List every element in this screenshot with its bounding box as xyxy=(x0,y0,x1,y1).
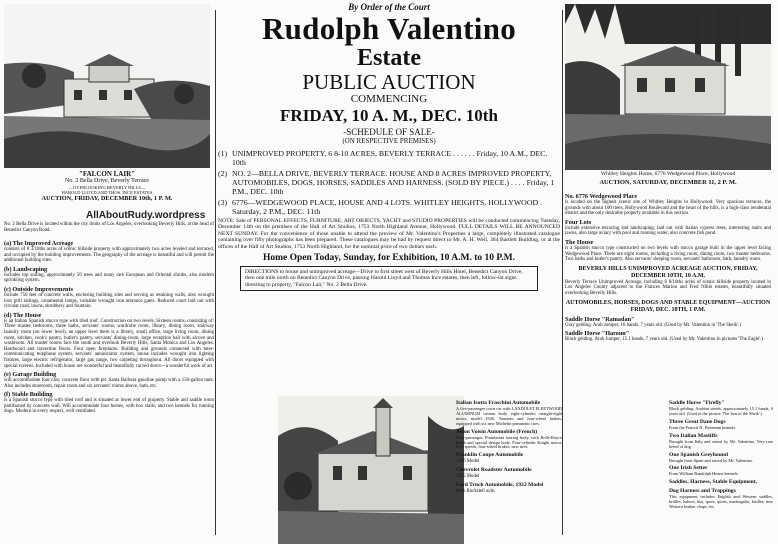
house-title: The House xyxy=(565,238,594,246)
whitley-auction-date: AUCTION, SATURDAY, DECEMBER 11, 2 P. M. xyxy=(599,179,737,186)
item-body: Brought from Italy and raised by Mr. Valentino. Very rare breed of dog. xyxy=(669,438,773,449)
item-body: Four-passenger, Pininfarina touring body, with Rolls-Royce finish and special design body. Four-cylinder Knight motor. Five speeds, four-wheel brakes, new tires. xyxy=(456,434,562,450)
home-open-banner: Home Open Today, Sunday, for Exhibition, 10 A.M. to 10 P.M. xyxy=(262,253,516,264)
column-divider xyxy=(562,10,563,535)
schedule-text: NO. 2—BELLA DRIVE, BEVERLY TERRACE. HOUSE AND 8 ACRES IMPROVED PROPERTY, AUTOMOBILES, DOGS, HORSES, SADDLES AND HARNESS. (SOLD BY PIECE.) . . . . Friday, 1 P.M., DEC. 10th xyxy=(232,169,555,196)
item-title: Avion Voisin Automobile (French) xyxy=(456,428,538,435)
bh-acreage-heading: BEVERLY HILLS UNIMPROVED ACREAGE AUCTION, FRIDAY, DECEMBER 10TH, 10 A.M. xyxy=(578,265,758,279)
schedule-num: (2) xyxy=(218,169,228,178)
item-body: Black gelding. Arabian steeds, approximately 15.1 hands, 6 years old. (Used in the picture 'The Son of the Sheik'.) xyxy=(669,406,773,416)
section-body: is an Italian Spanish stucco type with tiled roof. Construction on two levels. Sixteen rooms, consisting of: Three master bedrooms, three baths, servants' rooms, wardrobe room, library, dining room, stairway laundry room (on lower level), an upper level there is a library, small office, large living room, dining room, kitchen, cook's pantry, butler's pantry, servants' dining-room, large reception hall with alcove and washroom. All master rooms face the south and overlook Beverly Hills, Santa Monica and Los Angeles. Hardwood and travertine floors. Four open fireplaces. Building and grounds connected with inter-communicating telephone system, servants' annunciator system, house includes wrought iron lighting fixtures, large electric refrigerator, large gas range, two carpeting throughout. All doors equipped with special screens. Included with house are wonderful and beautifully carved doors—a wonderful work of art. xyxy=(4,318,214,369)
item-body: A five-passenger town car with LANDOLET FLEETWOOD ALUMINUM custom body, eight-cylinder; straight-eight motor, model 1926. Tonneau and four-wheel brakes, equipped with six new Michelin pneumatic tires. xyxy=(456,406,562,426)
schedule-list xyxy=(218,149,560,216)
section-title: (b) Landscaping xyxy=(4,265,48,273)
item-body: With Ruckstell axle. xyxy=(456,488,496,494)
section-title: (f) Stable Building xyxy=(4,391,53,399)
section-title: (c) Outside Improvements xyxy=(4,285,73,293)
item-body: Brought from Spain and raised by Mr. Valentino. xyxy=(669,457,754,463)
whitley-details xyxy=(565,191,771,343)
wedgewood-photo-lower xyxy=(278,396,464,544)
item-body: This equipment includes English and Western saddles, bridles, halters, bits, spurs, quirts, martingales, bridles, new Western leather chaps, etc. xyxy=(669,494,773,510)
falcon-lair-auction-date: AUCTION, FRIDAY, DECEMBER 10th, 1 P. M. xyxy=(41,195,173,202)
falcon-lair-photo xyxy=(4,4,210,168)
wedgewood-body: is located on the highest scenic site of Whitley Heights in Hollywood. Very spacious terraces, the grounds with about 100 trees, Hollywood Boulevard and the heart of the hills, is a high-class residential district and the only desirable property available in this section. xyxy=(565,200,771,217)
right-column xyxy=(565,4,775,544)
commencing-label: COMMENCING xyxy=(350,93,428,105)
auction-date-headline: FRIDAY, 10 A. M., DEC. 10th xyxy=(280,106,498,125)
item-body: From the Francis N. Hoseman kennels. xyxy=(669,424,737,430)
schedule-heading: -SCHEDULE OF SALE- xyxy=(343,127,435,137)
falcon-lair-intro: No. 2 Bella Drive is located within the city limits of Los Angeles, overlooking Beverly Hills, at the head of Benedict Canyon Road. xyxy=(4,222,214,233)
schedule-text: UNIMPROVED PROPERTY, 6 8-10 ACRES, BEVERLY TERRACE . . . . . . Friday, 10 A.M., DEC. 10th xyxy=(232,149,548,167)
section-body: is a Spanish stucco type with tiled roof and is situated at lower end of property. Stable and saddle room partitioned by concrete wall. Will accommodate four horses, with box stalls, and two kennels for running dogs. Modern in every respect, well ventilated. xyxy=(4,398,214,415)
column-divider xyxy=(215,10,216,535)
schedule-text: 6776—WEDGEWOOD PLACE, HOUSE AND 4 LOTS. WHITLEY HEIGHTS, HOLLYWOOD . Saturday, 2 P.M., DEC. 11th xyxy=(232,198,542,216)
by-order-line: By Order of the Court xyxy=(348,2,430,12)
section-body: includes top soiling, approximately 50 trees and many rare European and Oriental shrubs, also modern sprinkling system. xyxy=(4,272,214,284)
item-title: One Irish Setter xyxy=(669,465,708,472)
autos-heading: AUTOMOBILES, HORSES, DOGS AND STABLE EQUIPMENT—AUCTION FRIDAY, DEC. 10TH, 1 P.M. xyxy=(565,299,771,313)
falcon-lair-caption: "FALCON LAIR" xyxy=(78,170,136,178)
item-body: 1926 Model xyxy=(456,459,480,465)
item-title: Saddle Horse "Haroun" xyxy=(565,330,630,338)
item-body: Black gelding. Arab Jumper, 15.1 hands, 7 years old. (Used by Mr. Valentino in pictures 'The Eagle'.) xyxy=(565,337,764,343)
item-body: From William Randolph Hearst kennels. xyxy=(669,471,739,477)
section-title: (e) Garage Building xyxy=(4,371,57,379)
automobiles-column xyxy=(456,398,562,544)
directions-text: DIRECTIONS to house and unimproved acreage—Drive to first street west of Beverly Hills Hotel, Benedict Canyon Drive, then one mile north on Benedict Canyon Drive, passing Harold Lloyd and Thomas Ince estates, then left, follow-int signs directing to property, "Falcon Lair," No. 2 Bella Drive. xyxy=(245,269,523,288)
whitley-heights-photo xyxy=(565,4,771,170)
left-column xyxy=(4,4,216,544)
item-title: Ford Truck Automobile, 1922 Model xyxy=(456,481,544,488)
item-body: 1925 Model xyxy=(456,473,480,479)
item-title: Saddle Horse "Firefly" xyxy=(669,400,725,406)
schedule-item xyxy=(218,149,560,167)
wedgewood-title: No. 6776 Wedgewood Place xyxy=(565,193,638,200)
section-title: (a) The Improved Acreage xyxy=(4,240,74,247)
item-title: Two Italian Mastiffs xyxy=(669,432,718,439)
house-body: is a Spanish stucco type constructed on two levels with stucco garage built in the upper level facing Wedgewood Place. There are eight rooms, including a living room, dining room, two master bedrooms. Two baths and butler's pantry. Also servants' sleeping room, servants' bathroom, bath, laundry room. xyxy=(565,245,771,263)
bh-acreage-body: Beverly Terrace Unimproved Acreage, including 6 8/10ths acres of scenic hillside property located in Los Angeles County adjacent to the Frances Marion and Fred Niblo estates, beautifully situated overlooking Beverly Hills. xyxy=(565,279,771,296)
item-title: Chevrolet Roadster Automobile xyxy=(456,466,532,473)
item-title: Three Great Dane Dogs xyxy=(669,418,726,425)
section-body: include 750 feet of concrete walls, enclosing building sites and serving as retaining walls, also wrought iron grill railings, ornamental lamps, valuable wrought iron entrance gates. Reduced court laid out with circular road, lawns, shrubbery and fountain. xyxy=(4,292,214,310)
section-title: (d) The House xyxy=(4,311,42,319)
item-title: One Spanish Greyhound xyxy=(669,451,728,458)
schedule-item xyxy=(218,198,560,216)
falcon-lair-address: No. 2 Bella Drive, Beverly Terrace xyxy=(65,178,149,184)
title-estate: Estate xyxy=(357,45,421,71)
note-paragraph: NOTE: Sale of PERSONAL EFFECTS, FURNITURE, ART OBJECTS, YACHT and STUDIO PROPERTIES will be conducted commencing Tuesday, December 14th on the premises of the Hall of Art Studios, 1753 North Highland Avenue, Hollywood. FULL DETAILS WILL BE ANNOUNCED NEXT SUNDAY. For the convenience of those unable to attend the preview of Mr. Valentino's Properties a large, completely illustrated catalogue containing over fifty photographs has been prepared. These catalogues may be had by request direct to Mr. A. H. Weil, 304 Bartlett Building, or at the offices of the Hall of Art Studios, 1753 North Highland, for the nominal price of two dollars each. xyxy=(218,218,560,250)
whitley-caption: Whitley Heights Home, 6776 Wedgewood Place, Hollywood xyxy=(600,171,736,177)
title-public-auction: PUBLIC AUCTION xyxy=(302,70,476,94)
item-body: Gray gelding. Arab Jumper, 16 hands, 7 years old. (Used by Mr. Valentino in 'The Sheik'.) xyxy=(565,322,742,328)
four-lots-body: include extensive terracing and landscaping, laid out with Italian cypress trees, interesting stairs and lawns, also large aviary with pool and running water, also concrete fish pond. xyxy=(565,225,771,237)
section-body: consists of 8 3/10ths acres of scenic hillside property with approximately two acres leveled and terraced, and occupied by the building improvements. The geography of the acreage is beautiful and will permit the additional building sites. xyxy=(4,247,214,264)
item-title: Saddles, Harness, Stable Equipment, xyxy=(669,479,757,486)
falcon-lair-neighbors: HAROLD LLOYD AND THOS. INCE ESTATES xyxy=(61,190,153,195)
item-title: Franklin Coupe Automobile xyxy=(456,452,524,459)
watermark: AllAboutRudy.wordpress xyxy=(86,210,206,221)
directions-box xyxy=(240,266,538,291)
schedule-subheading: (ON RESPECTIVE PREMISES) xyxy=(342,137,436,145)
four-lots-title: Four Lots xyxy=(565,218,592,226)
title-valentino: Rudolph Valentino xyxy=(261,11,517,46)
item-title: Italian Isotta Fraschini Automobile xyxy=(456,400,541,406)
schedule-num: (1) xyxy=(218,149,228,158)
falcon-lair-sections xyxy=(4,238,214,415)
schedule-item xyxy=(218,169,560,196)
falcon-lair-overlook: —OVERLOOKING BEVERLY HILLS— xyxy=(68,185,146,190)
section-body: will accommodate four cars; concrete floor with pit. Santa Barbara gasoline pump with a 150-gallon tank. Also includes storeroom, repair room and six servants' rooms above, bath, etc. xyxy=(4,378,214,389)
schedule-num: (3) xyxy=(218,198,228,207)
item-title: Dog Harness and Trappings xyxy=(669,488,736,495)
animals-list xyxy=(669,398,773,510)
item-title: Saddle Horse "Ramadan" xyxy=(565,315,635,323)
